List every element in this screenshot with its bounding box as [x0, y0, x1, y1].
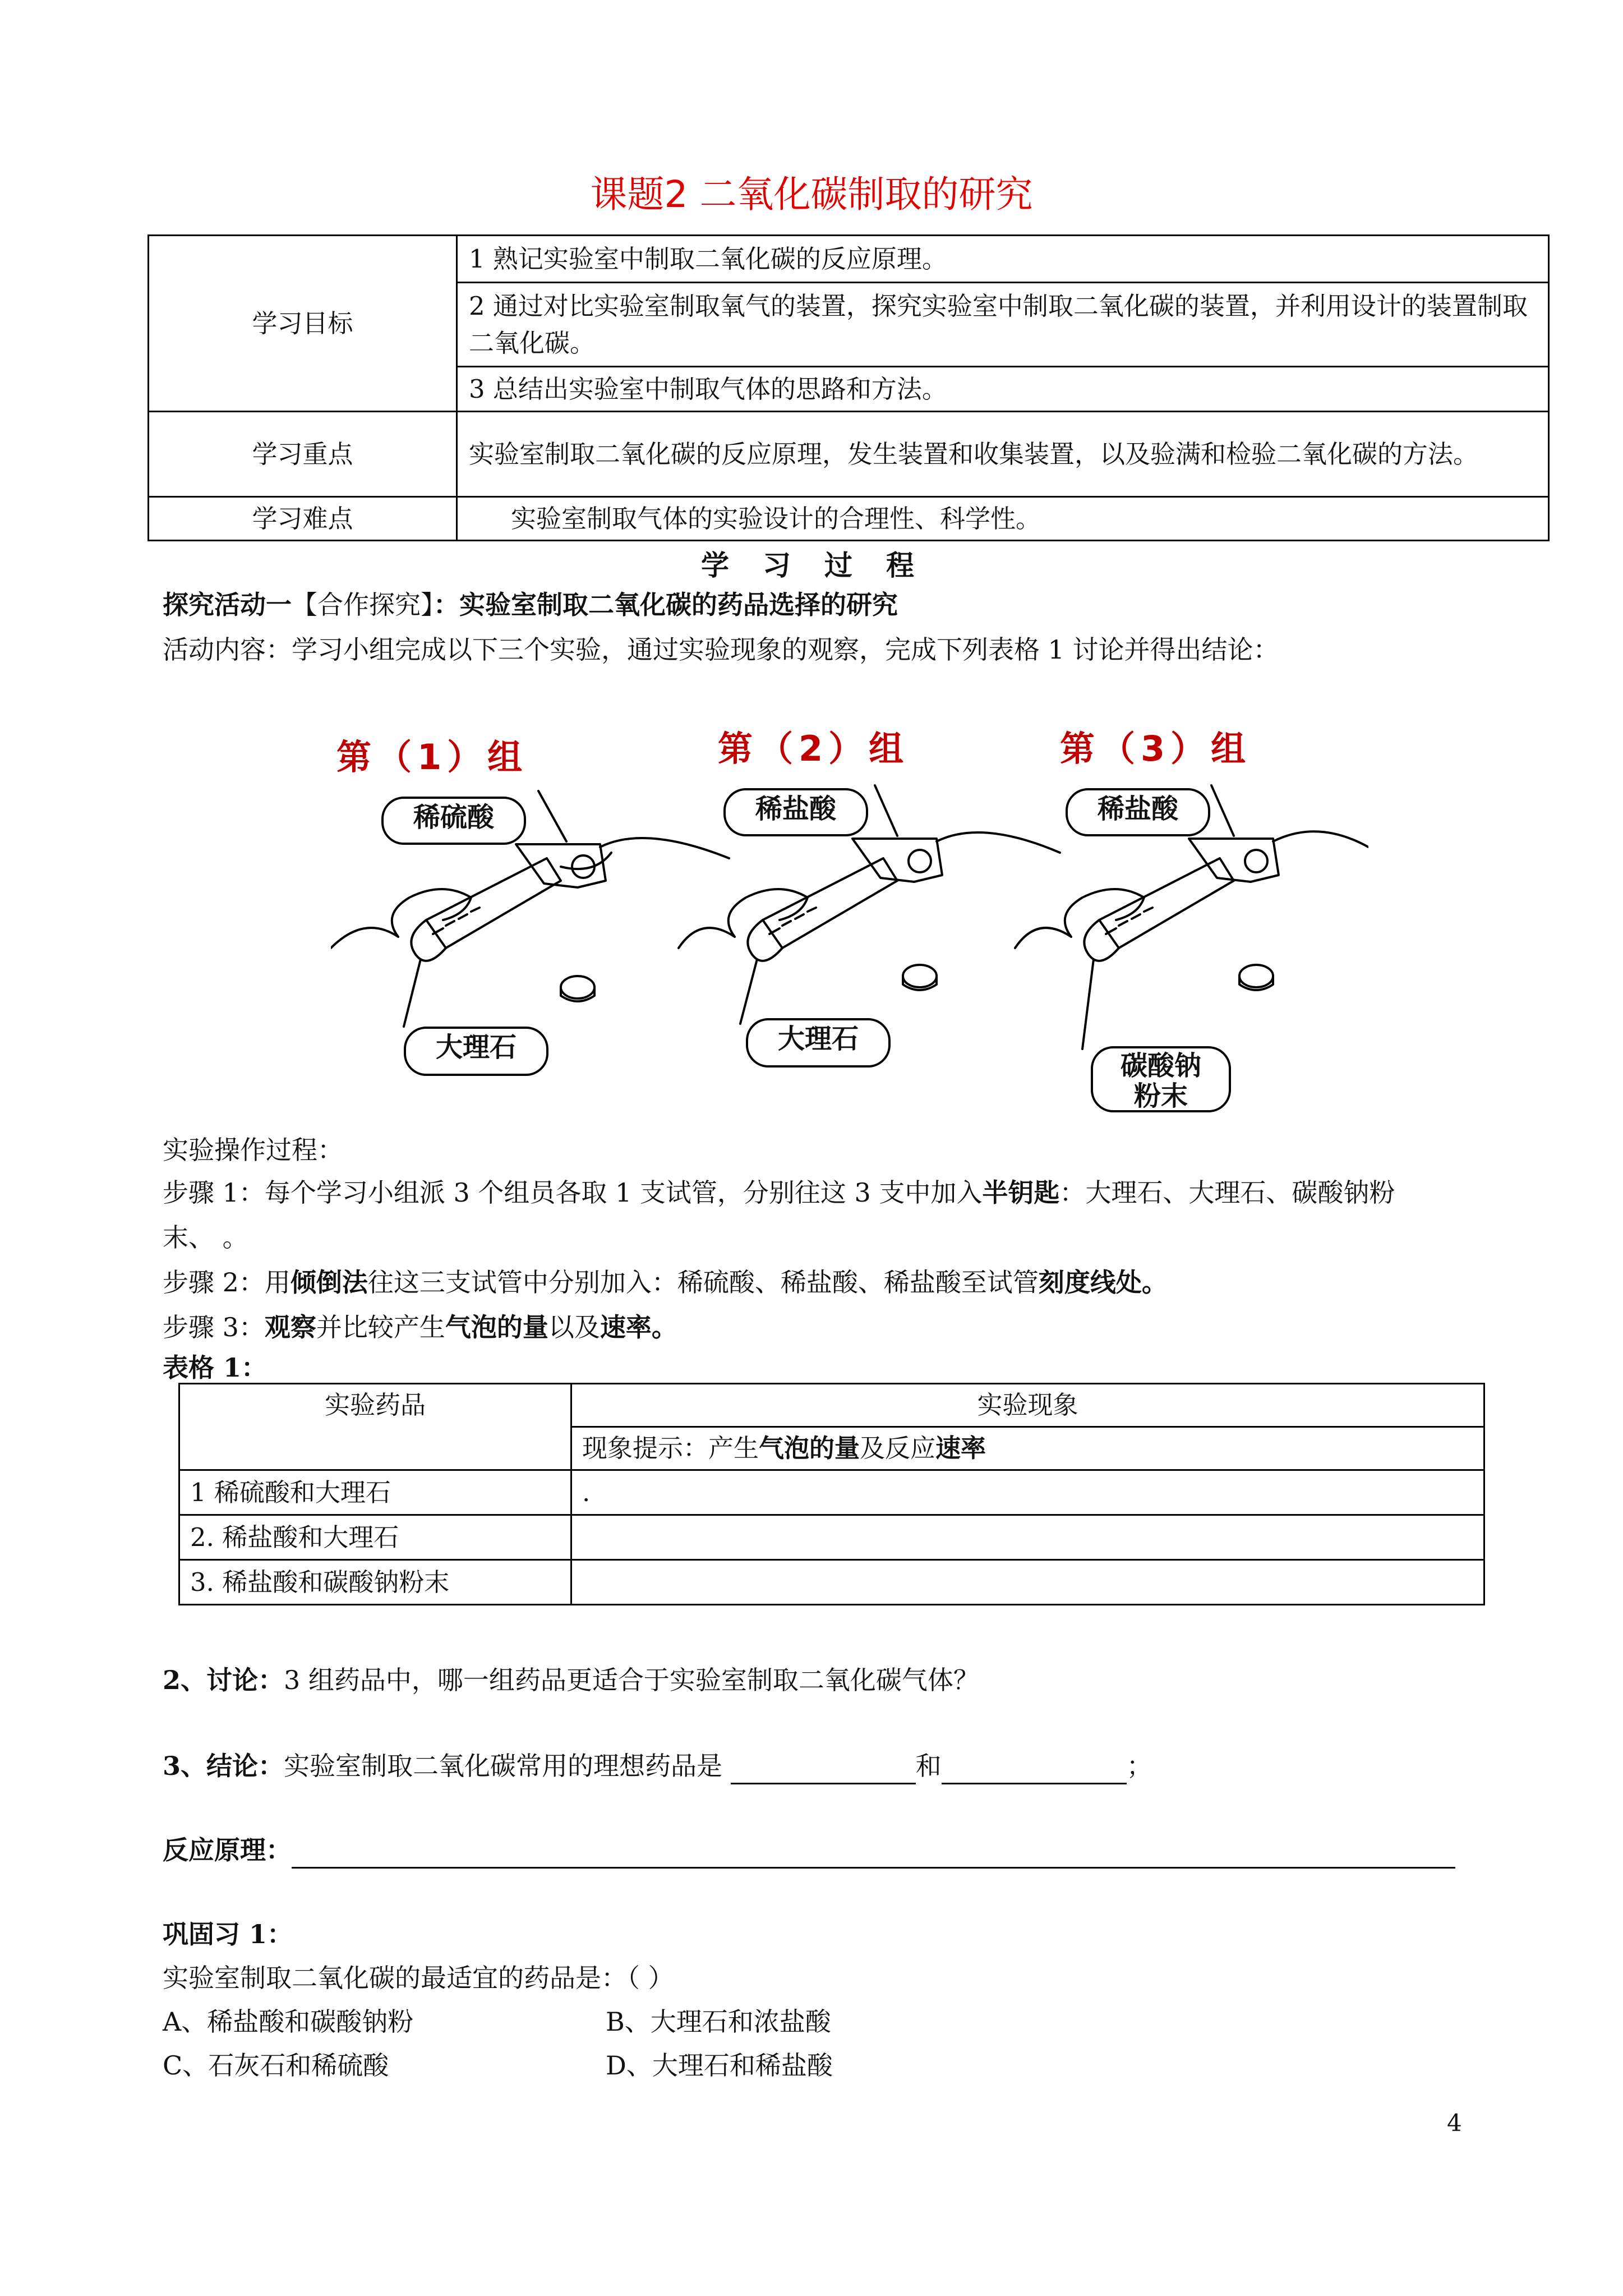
step2-b: 倾倒法 [290, 1267, 368, 1297]
hint-d: 速率 [935, 1433, 986, 1463]
step2-c: 往这三支试管中分别加入：稀硫酸、稀盐酸、稀盐酸至试管 [367, 1267, 1039, 1297]
activity1-heading-a: 探究活动一 [163, 590, 292, 620]
procedure-heading: 实验操作过程： [163, 1135, 343, 1165]
page-title: 课题2 二氧化碳制取的研究 [590, 173, 1033, 216]
conclusion-blank-1[interactable] [731, 1749, 916, 1784]
group-1-acid-label: 稀硫酸 [381, 797, 526, 845]
exercise-option-b[interactable]: B、大理石和浓盐酸 [606, 2007, 831, 2037]
hint-a: 现象提示：产生 [582, 1433, 759, 1463]
step1-a: 步骤 1：每个学习小组派 3 个组员各取 1 支试管，分别往这 3 支中加入 [163, 1177, 983, 1208]
table1-label: 表格 1： [163, 1352, 268, 1383]
step3-d: 气泡的量 [445, 1312, 548, 1342]
group-3-title: 第（3）组 [1060, 728, 1252, 769]
procedure-step-1 [163, 1176, 1395, 1209]
phenomenon-cell[interactable] [571, 1560, 1484, 1605]
step3-a: 步骤 3： [163, 1312, 265, 1342]
difficulty-text: 实验室制取气体的实验设计的合理性、科学性。 [457, 497, 1549, 541]
exercise-option-c[interactable]: C、石灰石和稀硫酸 [163, 2050, 389, 2081]
group-2-title: 第（2）组 [718, 728, 910, 769]
group-1-title: 第（1）组 [336, 737, 528, 777]
step3-e: 以及 [548, 1312, 600, 1342]
objectives-table [147, 234, 1550, 541]
col-header-phenomenon: 实验现象 [571, 1384, 1484, 1427]
phenomenon-hint [571, 1427, 1484, 1470]
experiment-table [178, 1383, 1485, 1605]
reaction-principle [163, 1833, 1455, 1869]
group-3-solid-label: 碳酸钠粉末 [1091, 1046, 1231, 1112]
step3-b: 观察 [264, 1312, 316, 1342]
drug-cell: 2. 稀盐酸和大理石 [179, 1515, 571, 1560]
procedure-step-1-cont: 末、 。 [163, 1222, 248, 1253]
step1-b: 半钥匙 [982, 1177, 1060, 1208]
goal-3: 3 总结出实验室中制取气体的思路和方法。 [457, 367, 1549, 412]
step2-d: 刻度线处。 [1038, 1267, 1168, 1297]
group-2-solid-label: 大理石 [746, 1018, 891, 1068]
hint-c: 及反应 [860, 1433, 936, 1463]
conclusion-label: 3、结论： [163, 1751, 284, 1781]
goal-1: 1 熟记实验室中制取二氧化碳的反应原理。 [457, 236, 1549, 283]
drug-cell: 3. 稀盐酸和碳酸钠粉末 [179, 1560, 571, 1605]
activity1-heading-c: ：实验室制取二氧化碳的药品选择的研究 [434, 590, 898, 620]
exercise-question: 实验室制取二氧化碳的最适宜的药品是：（ ） [163, 1963, 674, 1993]
phenomenon-cell[interactable]: . [571, 1470, 1484, 1515]
procedure-step-2 [163, 1266, 1168, 1299]
drug-cell: 1 稀硫酸和大理石 [179, 1470, 571, 1515]
table-row [179, 1560, 1484, 1605]
activity1-heading [163, 588, 898, 622]
group-3-acid-label: 稀盐酸 [1066, 788, 1210, 836]
process-heading: 学习过程 [701, 549, 948, 582]
principle-label: 反应原理： [163, 1835, 292, 1865]
principle-blank[interactable] [292, 1833, 1455, 1869]
exercise-option-a[interactable]: A、稀盐酸和碳酸钠粉 [163, 2007, 414, 2037]
activity1-heading-b: 【合作探究】 [292, 590, 434, 620]
exercise-option-d[interactable]: D、大理石和稀盐酸 [606, 2050, 833, 2081]
difficulty-label: 学习难点 [149, 497, 457, 541]
activity1-content: 活动内容：学习小组完成以下三个实验，通过实验现象的观察，完成下列表格 1 讨论并得出结论： [163, 634, 1279, 665]
group-1-solid-label: 大理石 [404, 1027, 548, 1076]
focus-label: 学习重点 [149, 412, 457, 497]
experiment-figure [331, 712, 1368, 1116]
discussion-text: 3 组药品中，哪一组药品更适合于实验室制取二氧化碳气体？ [284, 1665, 979, 1695]
conclusion-and: 和 [915, 1751, 942, 1781]
page-number: 4 [1447, 2109, 1462, 2137]
conclusion-blank-2[interactable] [942, 1749, 1127, 1784]
discussion-label: 2、讨论： [163, 1665, 284, 1695]
hint-b: 气泡的量 [759, 1433, 860, 1463]
table-row [179, 1470, 1484, 1515]
conclusion-end: ； [1126, 1751, 1152, 1781]
col-header-drug: 实验药品 [179, 1384, 571, 1470]
step3-c: 并比较产生 [316, 1312, 445, 1342]
goal-2: 2 通过对比实验室制取氧气的装置，探究实验室中制取二氧化碳的装置，并利用设计的装置制取二氧化碳。 [457, 283, 1549, 367]
step2-a: 步骤 2：用 [163, 1267, 291, 1297]
exercise-heading: 巩固习 1： [163, 1919, 293, 1949]
group-2-acid-label: 稀盐酸 [723, 788, 868, 836]
step3-f: 速率。 [600, 1312, 677, 1342]
table-row [179, 1515, 1484, 1560]
procedure-step-3 [163, 1310, 677, 1344]
step1-c: ：大理石、大理石、碳酸钠粉 [1059, 1177, 1395, 1208]
goal-label: 学习目标 [149, 236, 457, 412]
conclusion [163, 1749, 1152, 1784]
phenomenon-cell[interactable] [571, 1515, 1484, 1560]
discussion [163, 1663, 979, 1697]
focus-text: 实验室制取二氧化碳的反应原理，发生装置和收集装置，以及验满和检验二氧化碳的方法。 [457, 412, 1549, 497]
conclusion-text: 实验室制取二氧化碳常用的理想药品是 [284, 1751, 731, 1781]
